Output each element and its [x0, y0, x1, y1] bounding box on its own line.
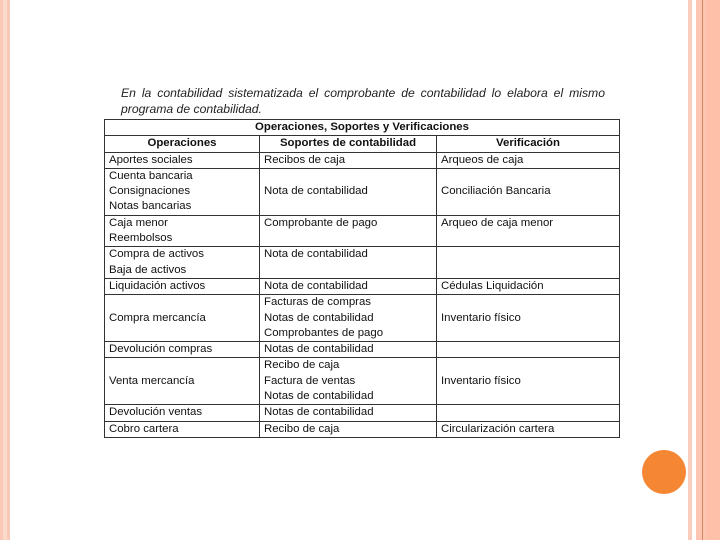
cell-line: Cuenta bancaria [109, 169, 193, 182]
cell-line: Recibos de caja [264, 153, 346, 166]
cell-line: Caja menor [109, 216, 168, 229]
right-stripe [688, 0, 692, 540]
cell-line: Conciliación Bancaria [441, 185, 551, 198]
cell-verificacion [437, 421, 620, 437]
right-stripe [706, 0, 720, 540]
cell-line: Baja de activos [109, 263, 187, 276]
cell-operacion [105, 342, 260, 358]
header-operaciones: Operaciones [105, 136, 260, 152]
cell-line: Nota de contabilidad [264, 185, 368, 198]
cell-soporte [260, 295, 437, 342]
table-row [105, 342, 620, 358]
table-row [105, 421, 620, 437]
cell-line: Inventario físico [441, 374, 521, 387]
table-row [105, 247, 620, 279]
cell-soporte [260, 278, 437, 294]
cell-soporte [260, 215, 437, 247]
cell-line: Nota de contabilidad [264, 279, 368, 292]
cell-verificacion [437, 342, 620, 358]
cell-line: Reembolsos [109, 232, 173, 245]
cell-line: Nota de contabilidad [264, 248, 368, 261]
cell-soporte [260, 152, 437, 168]
cell-operacion [105, 358, 260, 405]
cell-verificacion [437, 295, 620, 342]
cell-line: Recibo de caja [264, 359, 340, 372]
cell-line: Notas bancarias [109, 200, 192, 213]
cell-line: Devolución compras [109, 343, 213, 356]
cell-line: Aportes sociales [109, 153, 193, 166]
cell-line: Notas de contabilidad [264, 406, 374, 419]
cell-operacion [105, 421, 260, 437]
cell-verificacion [437, 215, 620, 247]
cell-line: Facturas de compras [264, 296, 371, 309]
cell-line: Notas de contabilidad [264, 343, 374, 356]
table-row [105, 358, 620, 405]
cell-line: Cobro cartera [109, 422, 179, 435]
header-verificacion: Verificación [437, 136, 620, 152]
table-row [105, 278, 620, 294]
cell-verificacion [437, 247, 620, 279]
cell-verificacion [437, 152, 620, 168]
cell-line: Compra de activos [109, 248, 204, 261]
cell-verificacion [437, 168, 620, 215]
cell-line: Arqueo de caja menor [441, 216, 554, 229]
cell-operacion [105, 295, 260, 342]
cell-line: Liquidación activos [109, 279, 206, 292]
cell-operacion [105, 215, 260, 247]
cell-operacion [105, 247, 260, 279]
cell-line: Venta mercancía [109, 374, 195, 387]
operations-table [104, 119, 620, 438]
intro-text: En la contabilidad sistematizada el comprobante de contabilidad lo elabora el mismo programa de contabilidad. [121, 86, 605, 117]
cell-line: Recibo de caja [264, 422, 340, 435]
cell-line: Inventario físico [441, 311, 521, 324]
cell-line: Notas de contabilidad [264, 390, 374, 403]
decorative-circle [642, 450, 686, 494]
cell-soporte [260, 358, 437, 405]
cell-soporte [260, 247, 437, 279]
cell-operacion [105, 405, 260, 421]
table-title: Operaciones, Soportes y Verificaciones [105, 120, 620, 136]
left-border-inner [3, 0, 7, 540]
table-row [105, 215, 620, 247]
cell-operacion [105, 168, 260, 215]
cell-operacion [105, 152, 260, 168]
table-row [105, 405, 620, 421]
cell-line: Comprobantes de pago [264, 326, 384, 339]
cell-verificacion [437, 358, 620, 405]
cell-line: Comprobante de pago [264, 216, 378, 229]
cell-verificacion [437, 405, 620, 421]
cell-line: Cédulas Liquidación [441, 279, 544, 292]
cell-line: Circularización cartera [441, 422, 555, 435]
cell-operacion [105, 278, 260, 294]
table-row [105, 168, 620, 215]
table-row [105, 152, 620, 168]
cell-line: Consignaciones [109, 185, 191, 198]
cell-soporte [260, 405, 437, 421]
cell-soporte [260, 342, 437, 358]
cell-soporte [260, 168, 437, 215]
cell-line: Notas de contabilidad [264, 311, 374, 324]
table-row [105, 295, 620, 342]
cell-line: Devolución ventas [109, 406, 203, 419]
cell-line: Compra mercancía [109, 311, 206, 324]
cell-line: Factura de ventas [264, 374, 356, 387]
header-soportes: Soportes de contabilidad [260, 136, 437, 152]
right-stripe-line [702, 0, 703, 540]
cell-line: Arqueos de caja [441, 153, 524, 166]
cell-soporte [260, 421, 437, 437]
cell-verificacion [437, 278, 620, 294]
